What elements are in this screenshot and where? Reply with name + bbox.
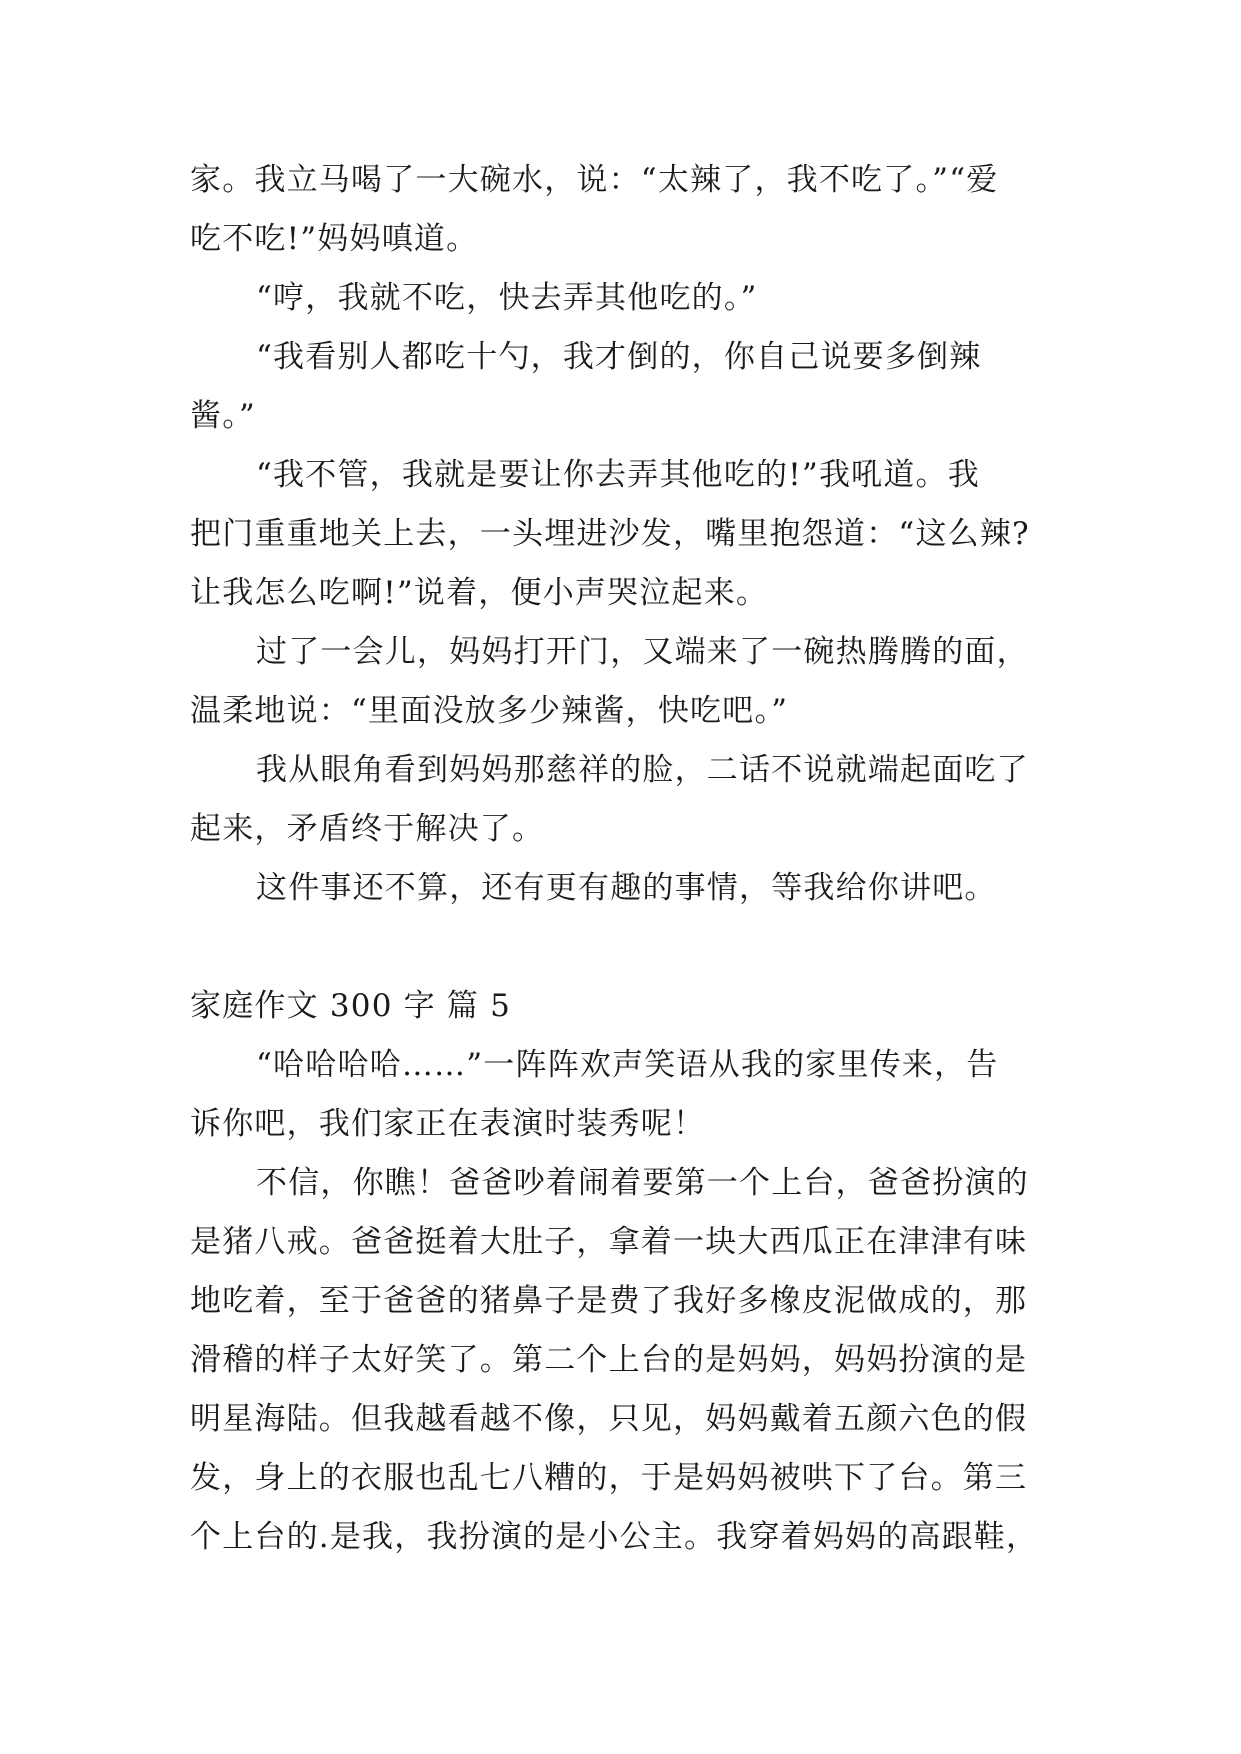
paragraph-line: “哼，我就不吃，快去弄其他吃的。” (256, 280, 758, 316)
paragraph-line: 这件事还不算，还有更有趣的事情，等我给你讲吧。 (256, 870, 997, 906)
paragraph-line: 诉你吧，我们家正在表演时装秀呢！ (190, 1106, 706, 1142)
paragraph-line: “我不管，我就是要让你去弄其他吃的!”我吼道。我 (256, 457, 980, 493)
paragraph-line: “哈哈哈哈……”一阵阵欢声笑语从我的家里传来，告 (256, 1047, 999, 1083)
paragraph-line: 让我怎么吃啊!”说着，便小声哭泣起来。 (190, 575, 769, 611)
paragraph-line: “我看别人都吃十勺，我才倒的，你自己说要多倒辣 (256, 339, 982, 375)
paragraph-line: 吃不吃!”妈妈嗔道。 (190, 221, 479, 257)
paragraph-line: 温柔地说：“里面没放多少辣酱，快吃吧。” (190, 693, 789, 729)
section-heading: 家庭作文 300 字 篇 5 (190, 988, 512, 1024)
paragraph-line: 不信，你瞧！爸爸吵着闹着要第一个上台，爸爸扮演的 (256, 1165, 1029, 1201)
paragraph-line: 起来，矛盾终于解决了。 (190, 811, 545, 847)
paragraph-line: 个上台的.是我，我扮演的是小公主。我穿着妈妈的高跟鞋， (190, 1519, 1039, 1555)
paragraph-line: 过了一会儿，妈妈打开门，又端来了一碗热腾腾的面， (256, 634, 1029, 670)
paragraph-line: 家。我立马喝了一大碗水，说：“太辣了，我不吃了。”“爱 (190, 162, 999, 198)
paragraph-line: 酱。” (190, 398, 256, 434)
paragraph-line: 我从眼角看到妈妈那慈祥的脸，二话不说就端起面吃了 (256, 752, 1029, 788)
paragraph-line: 明星海陆。但我越看越不像，只见，妈妈戴着五颜六色的假 (190, 1401, 1028, 1437)
paragraph-line: 把门重重地关上去，一头埋进沙发，嘴里抱怨道：“这么辣? (190, 516, 1030, 552)
paragraph-line: 发，身上的衣服也乱七八糟的，于是妈妈被哄下了台。第三 (190, 1460, 1028, 1496)
paragraph-line: 滑稽的样子太好笑了。第二个上台的是妈妈，妈妈扮演的是 (190, 1342, 1028, 1378)
paragraph-line: 地吃着，至于爸爸的猪鼻子是费了我好多橡皮泥做成的，那 (190, 1283, 1028, 1319)
paragraph-line: 是猪八戒。爸爸挺着大肚子，拿着一块大西瓜正在津津有味 (190, 1224, 1028, 1260)
